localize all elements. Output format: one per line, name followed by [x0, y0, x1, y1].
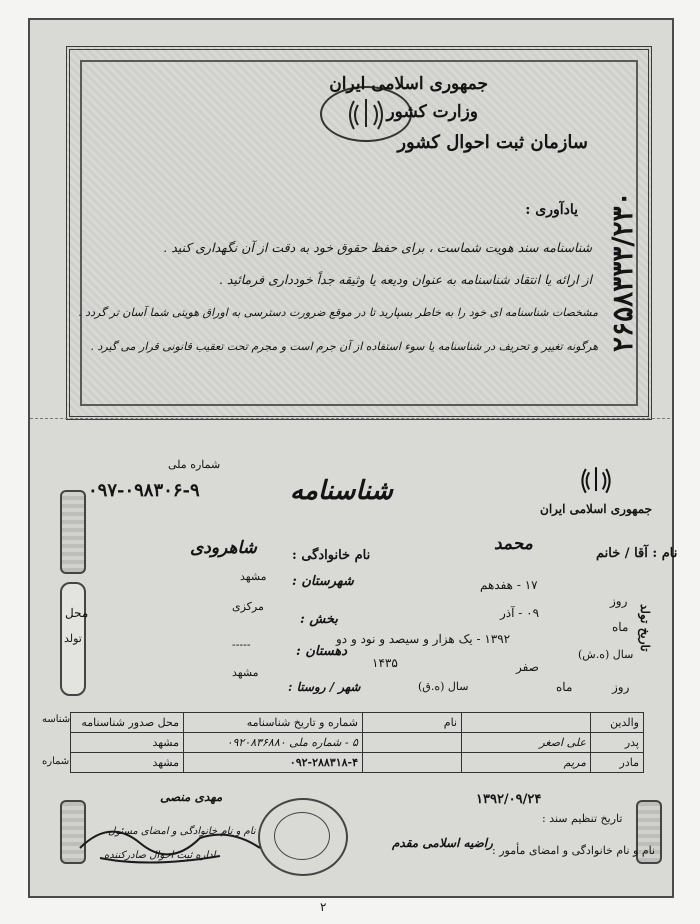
rural-label: دهستان :	[296, 644, 347, 659]
header-issue-place: محل صدور شناسنامه	[71, 713, 184, 733]
district-value: مرکزی	[232, 600, 264, 613]
official-stamp-icon	[258, 798, 348, 876]
table-side-label-2: شماره	[42, 756, 70, 767]
day-label: روز	[610, 594, 628, 608]
notice-line-4: هرگونه تغییر و تحریف در شناسنامه یا سوء استفاده از آن جرم است و مجرم تحت تعقیب قانونی قرار می گیرد .	[90, 340, 598, 353]
officer-name: راضیه اسلامی مقدم	[392, 836, 493, 850]
notice-line-2: از ارائه یا انتقاد شناسنامه به عنوان ودیعه یا وثیقه جداً خودداری فرمائید .	[218, 272, 592, 287]
rural-value: -----	[232, 638, 251, 651]
hq-year-value: ۱۴۳۵	[372, 656, 398, 670]
national-id-label: شماره ملی	[168, 458, 221, 471]
footer-mark: ۲	[320, 900, 327, 914]
mother-surname: مهدی منصی	[160, 790, 223, 804]
header-line-3: سازمان ثبت احوال کشور	[397, 132, 588, 153]
table-header-row	[71, 713, 644, 733]
row-mother-place: مشهد	[71, 753, 184, 773]
parents-table	[70, 712, 644, 773]
official-label-2: اداره ثبت احوال صادرکننده	[104, 850, 216, 861]
first-name-value: محمد	[494, 534, 533, 554]
table-row	[71, 753, 644, 773]
row-father-name: علی اصغر	[462, 733, 591, 753]
left-ornament-top	[60, 490, 86, 574]
city-value: مشهد	[232, 666, 259, 679]
hq-day-label: روز	[612, 680, 630, 694]
official-stamp-inner-icon	[274, 812, 330, 860]
side-label-1: محل	[65, 606, 89, 620]
document-title: شناسنامه	[290, 476, 393, 506]
hq-month-value: صفر	[516, 660, 539, 674]
row-mother-name: مریم	[462, 753, 591, 773]
signature-icon	[70, 808, 270, 878]
header-blank	[462, 713, 591, 733]
notice-line-3: مشخصات شناسنامه ای خود را به خاطر بسپارید تا در موقع ضرورت دسترسی به اوراق هویتی شما آسان تر گردد .	[78, 306, 598, 319]
hq-year-label: سال (ه.ق)	[418, 680, 469, 693]
issue-date-label: تاریخ تنظیم سند :	[542, 812, 623, 825]
last-name-label: نام خانوادگی :	[292, 548, 371, 563]
county-value: مشهد	[240, 570, 267, 583]
birth-date-label: تاریخ تولد	[638, 604, 652, 652]
header-name: نام	[363, 713, 462, 733]
city-label: شهر / روستا :	[288, 680, 361, 694]
row-father-role: پدر	[591, 733, 644, 753]
row-father-id: ۵ - شماره ملی ۰۹۲۰۸۳۶۸۸۰	[184, 733, 363, 753]
month-label: ماه	[612, 620, 629, 634]
serial-number: ۲۶۵۸۳۳۳/۲۳۰	[606, 191, 639, 352]
national-id-value: ۰۹۷-۰۹۸۳۰۶-۹	[88, 480, 200, 501]
officer-label: نام و نام خانوادگی و امضای مأمور :	[492, 844, 656, 857]
month-value: ۰۹ - آذر	[500, 606, 540, 620]
row-father-blank	[363, 733, 462, 753]
notice-panel	[66, 46, 652, 420]
header-parents: والدین	[591, 713, 644, 733]
row-mother-role: مادر	[591, 753, 644, 773]
notice-title: یادآوری :	[525, 202, 578, 218]
header-line-2: وزارت کشور	[386, 102, 478, 122]
fold-line	[30, 418, 670, 420]
notice-line-1: شناسنامه سند هویت شماست ، برای حفظ حقوق خود به دقت از آن نگهداری کنید .	[163, 240, 592, 255]
header-line-1: جمهوری اسلامی ایران	[329, 74, 488, 94]
row-mother-blank	[363, 753, 462, 773]
side-label-2: تولد	[64, 632, 82, 645]
year-label: سال (ه.ش)	[578, 648, 634, 661]
district-label: بخش :	[300, 612, 338, 627]
last-name-value: شاهرودی	[190, 538, 257, 558]
table-side-label-1: شناسه	[42, 714, 71, 725]
row-father-place: مشهد	[71, 733, 184, 753]
first-name-label: نام : آقا / خانم	[596, 546, 678, 561]
hq-month-label: ماه	[556, 680, 573, 694]
day-value: ۱۷ - هفدهم	[480, 578, 538, 592]
county-label: شهرستان :	[292, 574, 354, 589]
official-label-1: نام و نام خانوادگی و امضای مسئول	[108, 826, 256, 837]
emblem-caption: جمهوری اسلامی ایران	[540, 502, 653, 516]
birth-place-side-box	[60, 582, 89, 696]
header-id-date: شماره و تاریخ شناسنامه	[184, 713, 363, 733]
row-mother-id: ۰۹۲-۲۸۸۳۱۸-۴	[184, 753, 363, 773]
table-row	[71, 733, 644, 753]
year-value: ۱۳۹۲ - یک هزار و سیصد و نود و دو	[336, 632, 511, 646]
issue-date-value: ۱۳۹۲/۰۹/۲۴	[476, 792, 542, 807]
iran-emblem-small-icon	[576, 460, 616, 500]
